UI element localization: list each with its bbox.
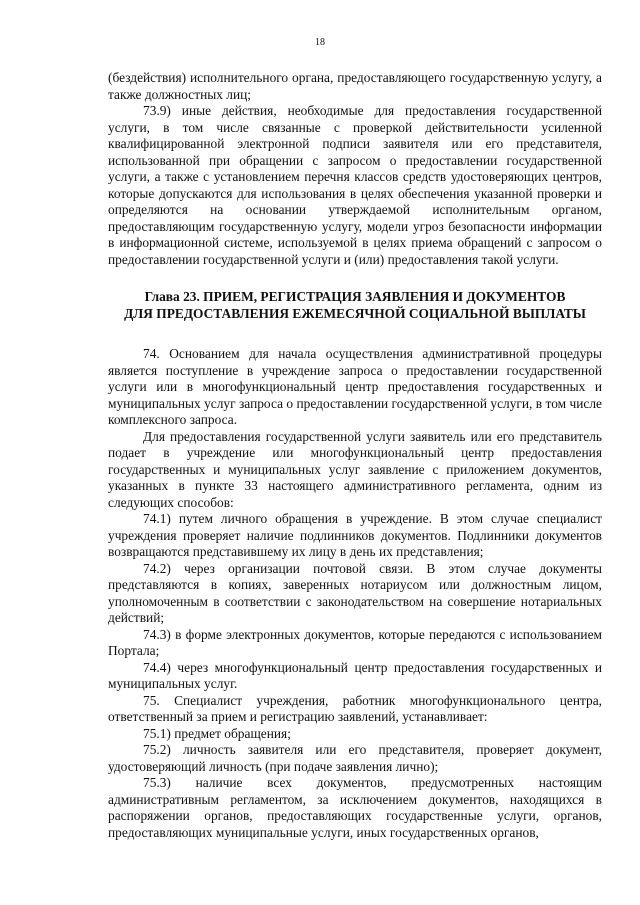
paragraph-73-9: 73.9) иные действия, необходимые для предоставления государственной услуги, в том числе связанные с проверкой действительности усиленной квалифицированной электронной подписи заявителя или его представителя, использованной при обращении с запросом о предоставлении государственной услуги, а также с установлением перечня классов средств удостоверяющих центров, которые допускаются для использования в целях обеспечения указанной проверки и определяются на основании утверждаемой исполнительным органом, предоставляющим государственную услугу, модели угроз безопасности информации в информационной системе, используемой в целях приема обращений с запросом о предоставлении государственной услуги и (или) предоставления такой услуги.: [108, 103, 602, 267]
paragraph-74-3: 74.3) в форме электронных документов, которые передаются с использованием Портала;: [108, 626, 602, 658]
paragraph-74: 74. Основанием для начала осуществления административной процедуры является поступление в учреждение запроса о предоставлении государственной услуги или в многофункциональный центр предоставления государственных и муниципальных услуг запроса о предоставлении государственной услуги, в том числе комплексного запроса.: [108, 346, 602, 427]
chapter-title-line-2: ДЛЯ ПРЕДОСТАВЛЕНИЯ ЕЖЕМЕСЯЧНОЙ СОЦИАЛЬНОЙ ВЫПЛАТЫ: [124, 306, 586, 321]
paragraph-74-4: 74.4) через многофункциональный центр предоставления государственных и муниципальных услуг.: [108, 659, 602, 691]
paragraph-75-3: 75.3) наличие всех документов, предусмотренных настоящим административным регламентом, за исключением документов, находящихся в распоряжении органов, предоставляющих государственные услуги, органов, предоставляющих муниципальные услуги, иных государственных органов,: [108, 775, 602, 840]
chapter-title-line-1: Глава 23. ПРИЕМ, РЕГИСТРАЦИЯ ЗАЯВЛЕНИЯ И ДОКУМЕНТОВ: [144, 289, 566, 304]
document-body: [108, 70, 602, 841]
paragraph-74-2: 74.2) через организации почтовой связи. В этом случае документы представляются в копиях, заверенных нотариусом или должностным лицом, уполномоченным в соответствии с законодательством на совершение нотариальных действий;: [108, 560, 602, 625]
paragraph-75: 75. Специалист учреждения, работник многофункционального центра, ответственный за прием и регистрацию заявлений, устанавливает:: [108, 692, 602, 724]
page-number: 18: [315, 37, 325, 48]
paragraph-74-methods: Для предоставления государственной услуги заявитель или его представитель подает в учреждение или многофункциональный центр предоставления государственных и муниципальных услуг заявление с приложением документов, указанных в пункте 33 настоящего административного регламента, одним из следующих способов:: [108, 428, 602, 510]
paragraph-continuation: (бездействия) исполнительного органа, предоставляющего государственную услугу, а также должностных лиц;: [108, 70, 602, 102]
paragraph-75-1: 75.1) предмет обращения;: [143, 725, 291, 741]
chapter-title: [108, 288, 602, 322]
paragraph-74-1: 74.1) путем личного обращения в учреждение. В этом случае специалист учреждения проверяет наличие подлинников документов. Подлинники документов возвращаются представившему их лицу в день их представления;: [108, 511, 602, 559]
paragraph-75-2: 75.2) личность заявителя или его представителя, проверяет документ, удостоверяющий личность (при подаче заявления лично);: [108, 742, 602, 774]
